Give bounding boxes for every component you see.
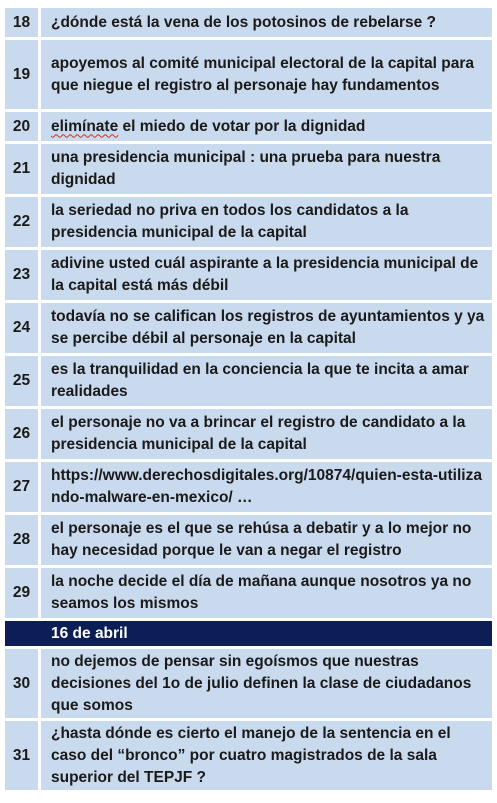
row-number: 22 [5, 197, 41, 247]
row-text: una presidencia municipal : una prueba para nuestra dignidad [41, 144, 492, 194]
row-number: 27 [5, 462, 41, 512]
row-number: 31 [5, 721, 41, 790]
posts-table [5, 5, 492, 793]
row-text: la seriedad no priva en todos los candidatos a la presidencia municipal de la capital [41, 197, 492, 247]
table-row [5, 515, 492, 565]
row-number: 30 [5, 649, 41, 718]
row-text: el personaje no va a brincar el registro de candidato a la presidencia municipal de la capital [41, 409, 492, 459]
row-text: ¿hasta dónde es cierto el manejo de la sentencia en el caso del “bronco” por cuatro magistrados de la sala superior del TEPJF ? [41, 721, 492, 790]
row-text: https://www.derechosdigitales.org/10874/quien-esta-utilizando-malware-en-mexico/ … [41, 462, 492, 512]
row-text: la noche decide el día de mañana aunque nosotros ya no seamos los mismos [41, 568, 492, 618]
table-row [5, 197, 492, 247]
row-text: el personaje es el que se rehúsa a debatir y a lo mejor no hay necesidad porque le van a negar el registro [41, 515, 492, 565]
row-number: 25 [5, 356, 41, 406]
row-text: adivine usted cuál aspirante a la presidencia municipal de la capital está más débil [41, 250, 492, 300]
row-number: 23 [5, 250, 41, 300]
row-text: es la tranquilidad en la conciencia la que te incita a amar realidades [41, 356, 492, 406]
row-number: 28 [5, 515, 41, 565]
table-row [5, 409, 492, 459]
table-row [5, 144, 492, 194]
misspelled-word: elimínate [51, 117, 119, 135]
table-row [5, 721, 492, 790]
row-number: 20 [5, 112, 41, 141]
date-header-row [5, 621, 492, 646]
row-number: 21 [5, 144, 41, 194]
row-text: ¿dónde está la vena de los potosinos de rebelarse ? [41, 8, 492, 37]
row-text-rest: el miedo de votar por la dignidad [118, 117, 366, 135]
table-row [5, 8, 492, 37]
date-header: 16 de abril [41, 621, 492, 646]
row-number: 26 [5, 409, 41, 459]
table-row [5, 356, 492, 406]
row-text: apoyemos al comité municipal electoral de la capital para que niegue el registro al personaje hay fundamentos [41, 40, 492, 109]
table-row [5, 568, 492, 618]
table-row [5, 112, 492, 141]
table-row [5, 250, 492, 300]
row-number: 29 [5, 568, 41, 618]
row-number: 18 [5, 8, 41, 37]
row-number: 19 [5, 40, 41, 109]
row-text: no dejemos de pensar sin egoísmos que nuestras decisiones del 1o de julio definen la clase de ciudadanos que somos [41, 649, 492, 718]
date-header-spacer [5, 621, 41, 646]
table-row [5, 303, 492, 353]
row-number: 24 [5, 303, 41, 353]
table-row [5, 40, 492, 109]
row-text: todavía no se califican los registros de ayuntamientos y ya se percibe débil al personaje en la capital [41, 303, 492, 353]
table-row [5, 649, 492, 718]
row-text [41, 112, 492, 141]
table-row [5, 462, 492, 512]
